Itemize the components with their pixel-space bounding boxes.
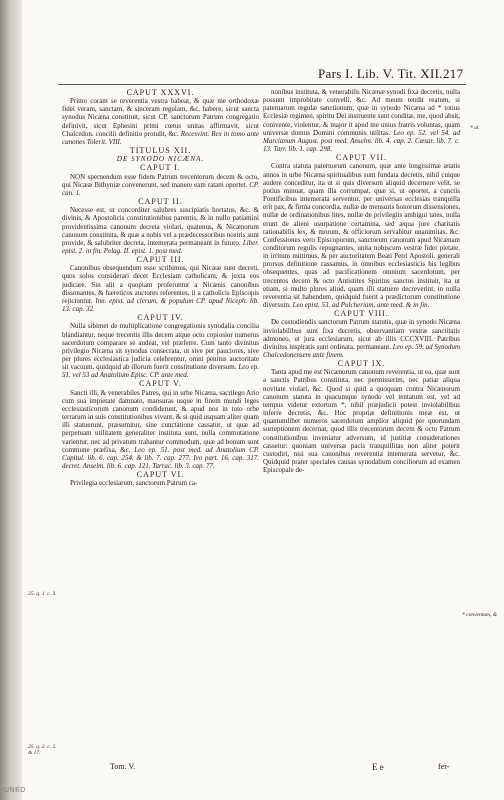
paragraph-text: Canonibus obsequendum esse scribimus, qui Nicææ sunt decreti, quos solos considerari decet Ecclesiam catholicam, & juxta eos judicare. Sin alii a quopiam proferuntur a Nicænis canonibus dissonantes, & hæreticos auctores referentes, ii a catholicis Episcopis rejiciuntur. bbox=[62, 264, 259, 305]
paragraph-text: Tanta apud me est Nicænorum canonum reverentia, ut ea, quæ sunt a sanctis Patribus constituta, nec permisserim, nec patiar aliqua novitate violari, &c. Quod si quid a quoquam contra Nicænorum canonum statuta in quacumque synodo vel tentatum est, vel ad tempus videtur extortum *, nihil præjudicii potest inviolabilibus inferre decretis, &c. Hoc propriæ definitionis meæ est, ut quantumlibet numeros sacerdotum amplior aliquid per quorundam surreptionem decernat, quod illis trecentorum decem & octo Patrum constitutionibus inveniatur adversum, id justitiæ considerationes cassetur: quoniam universæ pacis tranquillitas non aliter poterit custodiri, nisi sua canonibus reverentia intemerata servetur, &c. Quidquid prater speciales causas synodalium conciliorum ad examen Episcopale de- bbox=[263, 368, 460, 475]
watermark: UNED bbox=[4, 787, 26, 794]
paragraph bbox=[263, 162, 460, 309]
chapter-heading: CAPUT VI. bbox=[136, 470, 185, 480]
paragraph bbox=[62, 264, 259, 313]
chapter-heading: CAPUT V. bbox=[139, 379, 182, 389]
citation: Leo ep. 59. ad Synodum Chalcedonensem ante finem. bbox=[263, 342, 461, 359]
margin-note: * al. bbox=[470, 125, 480, 131]
title-heading: TITULUS XII. bbox=[129, 146, 192, 156]
citation: Leo ep. 51. vel 53 ad Anatolium Episc. CP. ante med. bbox=[62, 363, 260, 380]
chapter-heading: CAPUT XXXVI. bbox=[126, 88, 195, 97]
paragraph-text: NON spernendum esse fidem Patrum trecentorum decem & octo, qui Nicææ Bithyniæ convenerunt, sed manere eam ratam oportet. bbox=[62, 172, 259, 189]
left-column bbox=[62, 88, 259, 488]
citation: Inn. epist. ad clerum, & populum CP. apud Niceph. lib. 13. cap. 32. bbox=[62, 296, 259, 314]
chapter-heading: CAPUT IV. bbox=[137, 313, 184, 323]
citation: Recesvint. Rex in tomo ante canones Tolerit. VIII. bbox=[62, 129, 259, 146]
paragraph-text: De custodiendis sanctorum Patrum statutis, quæ in synodo Nicæna inviolabilibus sunt fixa decretis, observantiam vestræ sanctitatis admoneo, ut jura ecclesiarum, sicut ab illis CCCXVIII. Patribus divinitus inspiratis sunt ordinata, permaneant. bbox=[263, 318, 460, 351]
header-title: Pars I. Lib. V. Tit. XII. bbox=[318, 66, 443, 81]
paragraph-text: Sancti illi, & venerabiles Patres, qui in urbe Nicæna, sacrilego Ario cum sua impietate damnato, mansuras usque in finem mundi leges ecclesiasticorum canonum condiderunt, & apud nos in toto orbe terrarum in suis constitutionibus vivunt, & si quid usquam aliter quam illi statuerunt, præsumitur, sine cunctatione cassatur, ut quæ ad perpetuam utilitatem generaliter instituta sunt, nulla commutatione varientur, nec ad privatum trahantur commodum, quæ ad bonum sunt commune præfixa, &c. bbox=[62, 388, 259, 454]
margin-note: 25. q. 2. c. 2. & 17. bbox=[28, 744, 57, 756]
page-number: 217 bbox=[443, 66, 464, 81]
margin-note: * conventum, & bbox=[462, 612, 497, 618]
paragraph bbox=[62, 173, 259, 197]
chapter-heading: CAPUT II. bbox=[138, 197, 183, 207]
citation: CP. can. 1. bbox=[62, 180, 259, 197]
paragraph-text: Contra statuta paternorum canonum, quæ ante longissimæ ætatis annos in urbe Nicæna spiritualibus sunt fundata decretis, nihil cuique audere conceditur, ita ut si quis diversum aliquid decernere velit, se potius minuat, quam illa corrumpat, quæ si, ut oportet, a cunctis Pontificibus intemerata serventur, per universas ecclesias tranquilla erit pax, & firma concordia, nullæ de mensuris honorum dissensiones, nullæ de ordinationibus lites, nullæ de privilegiis ambigui tates, nulla erunt de alieni usurpatione certamina, sed æqua jure charitatis rationabilis lex, & morum, & officiorum servabitur unanimitas, &c. Confessiones vero Episcoporum, sanctorum canonum apud Nicænam conditorum regulis repugnantes, unita nobiscum vestræ fidei pietate, in irritum mittimus, & per auctoritatem Beati Petri Apostoli, generali prorsus definitione cassamus, in omnibus ecclesiasticis his legibus obsequentes, quas ad pacificationem omnium sacerdotum, per trecentos decem & octo Antistites Spiritus sanctus instituit, ita ut etiam, si multo plures aliud, quam illi statuere decreverint, in nulla reverentia sit habendum, quidquid fuerit a prædictorum constitutione diversum. bbox=[263, 162, 460, 310]
chapter-heading: CAPUT I. bbox=[140, 163, 181, 173]
chapter-heading: CAPUT III. bbox=[136, 255, 185, 265]
margin-note: 25. q. 1. c. 3. bbox=[28, 591, 57, 597]
chapter-heading: CAPUT IX. bbox=[337, 359, 386, 369]
paragraph bbox=[263, 318, 460, 359]
title-subheading: DE SYNODO NICÆNA. bbox=[116, 155, 205, 164]
footer-volume: Tom. V. bbox=[110, 762, 136, 771]
paragraph-text: nonibus instituta, & venerabilis Nicænæ synodi fixa decretis, nulla possunt improbitate convelli, &c. Ad meum tendit reatum, si paternarum regulæ sanctionum, quæ in synodo Nicæna ad * totius Ecclesiæ regimen, spiritu Dei instruente sunt conditæ, me, quod absit, conivente, violentur, & major it apud me unius fratris voluntas, quam universæ domus Domini communis utilitas. bbox=[263, 88, 460, 137]
paragraph bbox=[62, 97, 259, 146]
paragraph bbox=[263, 368, 460, 474]
citation: Leo epist. 53. ad Pulcheriam, ante med. & in fin. bbox=[292, 301, 430, 310]
paragraph bbox=[62, 206, 259, 255]
paragraph-text: Privilegia ecclesiarum, sanctorum Patrum ca- bbox=[70, 479, 198, 488]
footer-catchword: fer- bbox=[438, 762, 450, 771]
paragraph bbox=[62, 322, 259, 379]
right-column bbox=[263, 88, 460, 474]
paragraph-text: Nulla sibimet de multiplicatione congregationis synodalia concilia blandiantur, neque trecentis illis decem atque octo copiosior numerus sacerdotum comparare se audeat, vel præferre. Cum tanto divinitus privilegio Nicæna sit synodus consecrata, ut sive per pauciores, sive per plures ecclesiastica judicia celebrentur, omni penitus auctoritate sit vacuum, quidquid ab illorum fuerit constitutione diversum. bbox=[62, 322, 259, 372]
paragraph bbox=[62, 389, 259, 471]
header-rule bbox=[58, 84, 466, 85]
citation: Liber. epist. 2. in fin. Pelag. II. epist. 1. post med. bbox=[62, 238, 259, 255]
paragraph bbox=[263, 88, 460, 153]
book-spine-shadow bbox=[0, 0, 22, 800]
chapter-heading: CAPUT VII. bbox=[335, 153, 388, 163]
footer-signature: E e bbox=[372, 762, 384, 772]
paragraph-text: Primo coram se reverentia vestra habeat, & quæ me orthodoxæ fidei veram, sanctam, & sinceram regulam, &c. habere, sicut sancta synodus Nicæna constituit, sicut CP. sanctorum Patrum congregatio definivit, sicut Ephesini primi cœtus unitas affirmavit, sicut Chalcedon. concilii definitio protulit, &c. bbox=[62, 97, 259, 138]
chapter-heading: CAPUT VIII. bbox=[334, 309, 389, 319]
citation: Leo ep. 51. post med. ad Anatolium CP. Capitul. lib. 6. cap. 254. & lib. 7. cap. 277. Ivo part. 16. cap. 317. decret. Anselm. lib. 6. cap. 121. Tarrac. lib. 3. cap. 77. bbox=[62, 445, 259, 471]
running-header bbox=[318, 66, 464, 82]
paragraph bbox=[62, 479, 259, 487]
citation: Leo ep. 52. vel 54. ad Marcianum August. post med. Anselm. lib. 4. cap. 2. Cæsar. lib. 7. c. 13. Tarr. lib. 1. cap. 298. bbox=[263, 128, 461, 154]
paragraph-text: Necesse est, ut concorditer salubres suscipiatis hortatus, &c. & divinis, & Apostolicis constitutionibus parentis, & in nullo patiamini providentissima canonum decreta violari, quatenus, & Nicænorum canonum constituta, & quæ a nobis vel a prædecessoribus nostris sunt provide, & salubriter decreta, intemerata permaneant in futuro. bbox=[62, 206, 259, 247]
